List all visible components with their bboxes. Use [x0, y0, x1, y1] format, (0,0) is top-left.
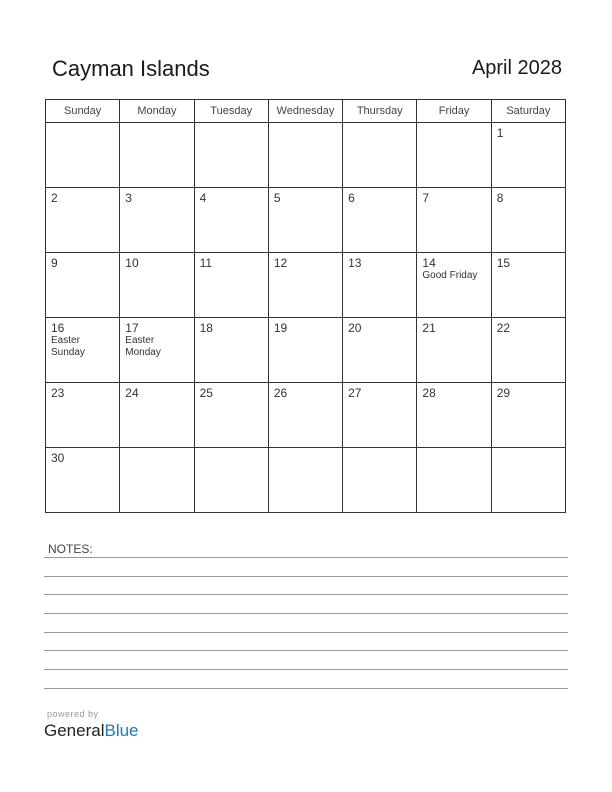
day-cell-content [120, 448, 193, 454]
day-number: 8 [496, 191, 504, 205]
day-cell-content [492, 448, 565, 454]
weekday-header: Saturday [491, 100, 565, 123]
day-cell [194, 188, 268, 253]
day-number: 12 [273, 256, 288, 270]
day-number: 9 [51, 256, 58, 270]
day-cell-content [417, 253, 490, 285]
day-number: 30 [51, 451, 65, 465]
day-cell-content [343, 253, 416, 273]
weekday-header-row [46, 100, 566, 123]
brand-general: General [44, 721, 105, 740]
day-number: 1 [496, 126, 504, 140]
day-cell-content [492, 253, 565, 273]
day-cell-content [417, 318, 490, 338]
empty-day-cell [491, 448, 565, 513]
note-line [44, 594, 568, 595]
day-number: 20 [348, 321, 362, 335]
day-cell [46, 188, 120, 253]
empty-day-cell [46, 123, 120, 188]
week-row [46, 123, 566, 188]
weekday-header: Monday [120, 100, 194, 123]
notes-label: NOTES: [48, 542, 93, 556]
day-cell [491, 383, 565, 448]
day-cell-content [195, 383, 268, 403]
day-number: 16 [51, 321, 65, 335]
empty-day-cell [194, 123, 268, 188]
day-cell-content [269, 383, 342, 403]
note-line [44, 576, 568, 577]
empty-day-cell [194, 448, 268, 513]
brand-logo[interactable] [44, 721, 139, 741]
day-number: 15 [496, 256, 511, 270]
day-cell-content [195, 318, 268, 338]
day-cell-content [269, 448, 342, 454]
day-cell-content [195, 123, 268, 129]
day-cell-content [417, 383, 490, 403]
day-cell [268, 188, 342, 253]
day-cell-content [195, 253, 268, 273]
empty-day-cell [268, 123, 342, 188]
day-cell [194, 253, 268, 318]
note-line [44, 650, 568, 651]
day-number: 2 [51, 191, 58, 205]
weekday-header: Tuesday [194, 100, 268, 123]
day-cell [417, 383, 491, 448]
day-number: 29 [496, 386, 511, 400]
day-cell-content [492, 188, 565, 208]
day-cell-content [417, 448, 490, 454]
day-cell [120, 188, 194, 253]
day-cell [491, 188, 565, 253]
day-cell-content [120, 253, 193, 273]
day-number: 13 [348, 256, 362, 270]
day-number: 18 [199, 321, 213, 335]
weekday-header: Sunday [46, 100, 120, 123]
day-cell-content [269, 123, 342, 129]
empty-day-cell [268, 448, 342, 513]
day-number: 3 [125, 191, 132, 205]
day-cell-content [417, 188, 490, 208]
day-cell-content [46, 188, 119, 208]
weekday-header: Thursday [343, 100, 417, 123]
day-cell [194, 383, 268, 448]
day-cell [46, 253, 120, 318]
week-row [46, 448, 566, 513]
day-cell-content [46, 448, 119, 468]
empty-day-cell [120, 448, 194, 513]
day-cell-content [120, 123, 193, 129]
day-cell-content [120, 383, 193, 403]
week-row [46, 253, 566, 318]
day-cell [46, 318, 120, 383]
note-line [44, 669, 568, 670]
day-cell [343, 253, 417, 318]
day-cell [343, 188, 417, 253]
note-line [44, 688, 568, 689]
day-cell [343, 318, 417, 383]
day-cell [417, 318, 491, 383]
holiday-label: Easter [51, 335, 80, 346]
empty-day-cell [417, 123, 491, 188]
day-cell [491, 253, 565, 318]
calendar-grid [45, 99, 566, 513]
holiday-label: Monday [125, 347, 161, 358]
day-cell [46, 383, 120, 448]
day-cell-content [46, 253, 119, 273]
holiday-label: Good Friday [422, 270, 478, 281]
note-line [44, 557, 568, 558]
day-cell [417, 188, 491, 253]
day-cell [194, 318, 268, 383]
day-number: 6 [348, 191, 355, 205]
day-cell [268, 383, 342, 448]
calendar-body [46, 123, 566, 513]
day-number: 19 [273, 321, 288, 335]
day-number: 22 [496, 321, 511, 335]
day-cell [268, 253, 342, 318]
day-cell [343, 383, 417, 448]
week-row [46, 188, 566, 253]
day-cell [268, 318, 342, 383]
calendar-title: Cayman Islands [52, 56, 210, 81]
day-number: 21 [422, 321, 436, 335]
day-number: 23 [51, 386, 65, 400]
day-cell [491, 318, 565, 383]
day-cell [46, 448, 120, 513]
holiday-label: Easter [125, 335, 155, 346]
holiday-label: Sunday [51, 347, 85, 358]
powered-by-text: powered by [47, 709, 99, 719]
day-cell-content [269, 253, 342, 273]
day-cell-content [46, 383, 119, 403]
day-number: 11 [199, 256, 213, 270]
day-cell-content [120, 318, 193, 362]
weekday-header: Wednesday [268, 100, 342, 123]
day-number: 5 [273, 191, 281, 205]
day-cell-content [46, 123, 119, 129]
day-cell-content [343, 318, 416, 338]
day-cell [417, 253, 491, 318]
empty-day-cell [343, 448, 417, 513]
note-line [44, 632, 568, 633]
day-cell-content [269, 188, 342, 208]
day-cell [491, 123, 565, 188]
empty-day-cell [343, 123, 417, 188]
day-cell [120, 383, 194, 448]
day-number: 25 [199, 386, 213, 400]
day-cell-content [492, 123, 565, 143]
weekday-header: Friday [417, 100, 491, 123]
day-cell-content [492, 318, 565, 338]
day-cell-content [343, 123, 416, 129]
day-cell-content [343, 383, 416, 403]
day-number: 24 [125, 386, 139, 400]
day-number: 14 [422, 256, 436, 270]
month-label: April 2028 [471, 57, 562, 79]
day-cell-content [417, 123, 490, 129]
day-number: 7 [422, 191, 430, 205]
day-cell [120, 318, 194, 383]
day-cell-content [195, 188, 268, 208]
day-number: 26 [273, 386, 288, 400]
day-cell-content [492, 383, 565, 403]
day-cell-content [269, 318, 342, 338]
day-number: 27 [348, 386, 362, 400]
brand-blue: Blue [104, 721, 139, 740]
day-number: 4 [199, 191, 207, 205]
note-line [44, 613, 568, 614]
day-cell-content [46, 318, 119, 362]
empty-day-cell [417, 448, 491, 513]
day-cell-content [343, 188, 416, 208]
day-number: 28 [422, 386, 436, 400]
day-cell-content [120, 188, 193, 208]
day-cell [120, 253, 194, 318]
day-cell-content [195, 448, 268, 454]
empty-day-cell [120, 123, 194, 188]
week-row [46, 318, 566, 383]
week-row [46, 383, 566, 448]
day-number: 10 [125, 256, 139, 270]
day-number: 17 [125, 321, 139, 335]
day-cell-content [343, 448, 416, 454]
